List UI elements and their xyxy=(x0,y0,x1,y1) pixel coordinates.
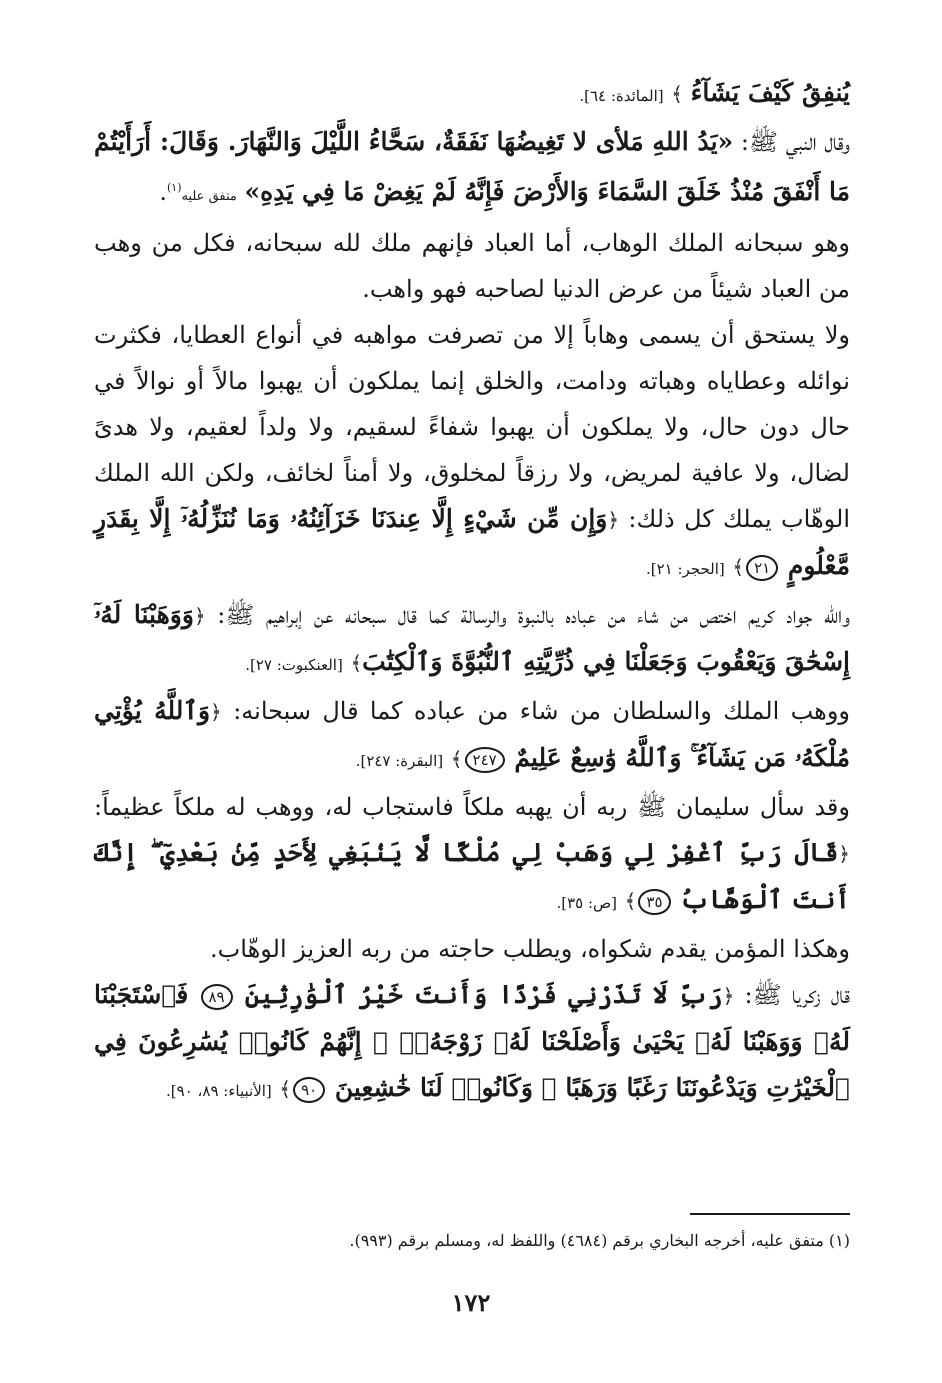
footnote-marker: (١) xyxy=(166,181,182,194)
ayah-number: ٩٠ xyxy=(293,1077,325,1103)
hadith-intro: وقال النبي ﷺ: xyxy=(740,128,851,156)
paragraph-top-verse xyxy=(94,70,850,119)
quran-verse: رَبِّ لَا تَذَرْنِي فَرْدًا وَأَنتَ خَيْرُ ٱلْوَٰرِثِينَ xyxy=(244,980,723,1009)
paragraph-7-text: قال زكريا ﷺ: xyxy=(744,981,850,1009)
page-body xyxy=(94,70,850,1114)
ayah-number: ٨٩ xyxy=(201,984,233,1010)
paragraph-7 xyxy=(94,972,850,1114)
paragraph-3-text: والله جواد كريم اختص من شاء من عباده بالنبوة والرسالة كما قال سبحانه عن إبراهيم ﷺ: xyxy=(217,601,850,629)
verse-open-bracket: ﴿ xyxy=(838,842,850,866)
verse-reference: [ص: ٣٥]. xyxy=(556,894,618,912)
verse-open-bracket: ﴿ xyxy=(607,508,620,532)
verse-close-bracket: ﴾ xyxy=(732,555,745,579)
paragraph-2-text: ولا يستحق أن يسمى وهاباً إلا من تصرفت مواهبه في أنواع العطايا، فكثرت نوائله وعطاياه وهباته ودامت، والخلق إنما يملكون أن يهبوا مالاً أو نوالاً في حال دون حال، ولا يملكون أن يهبوا شفاءً لسقيم، ولا ولداً لعقيم، ولا هدىً لضال، ولا عافية لمريض، ولا رزقاً لمخلوق، ولا أمناً لخائف، ولكن الله الملك الوهّاب يملك كل ذلك: xyxy=(94,321,850,533)
paragraph-1: وهو سبحانه الملك الوهاب، أما العباد فإنهم ملك لله سبحانه، فكل من وهب من العباد شيئاً من عرض الدنيا لصاحبه فهو واهب. xyxy=(94,229,850,303)
paragraph-6: وهكذا المؤمن يقدم شكواه، ويطلب حاجته من ربه العزيز الوهّاب. xyxy=(210,935,850,963)
paragraph-hadith xyxy=(94,119,850,220)
verse-open-bracket: ﴿ xyxy=(193,604,206,628)
footnote-divider xyxy=(690,1213,850,1215)
verse-reference: [الحجر: ٢١]. xyxy=(645,560,725,578)
verse-reference: [الأنبياء: ٨٩، ٩٠]. xyxy=(166,1082,272,1100)
ayah-number: ٢١ xyxy=(746,555,778,581)
footnote: (١) متفق عليه، أخرجه البخاري برقم (٤٦٨٤) واللفظ له، ومسلم برقم (٩٩٣). xyxy=(349,1231,850,1250)
hadith-grade: متفق عليه xyxy=(181,189,237,204)
paragraph-4 xyxy=(94,688,850,784)
hadith-end: . xyxy=(159,178,167,206)
paragraph-5 xyxy=(94,784,850,926)
quran-verse: وَوَهَبْنَا لَهُۥٓ إِسْحَٰقَ وَيَعْقُوبَ وَجَعَلْنَا فِي ذُرِّيَّتِهِ ٱلنُّبُوَّةَ وَٱلْكِتَٰبَ xyxy=(94,600,850,676)
quran-verse: قَالَ رَبِّ ٱغْفِرْ لِي وَهَبْ لِي مُلْكًا لَّا يَنۢبَغِي لِأَحَدٍ مِّنۢ بَعْدِيٓ ۖ إِنَّكَ أَنتَ ٱلْوَهَّابُ xyxy=(94,838,850,914)
quran-verse: فَٱسْتَجَبْنَا لَهُۥ وَوَهَبْنَا لَهُۥ يَحْيَىٰ وَأَصْلَحْنَا لَهُۥ زَوْجَهُۥٓ ۚ إِنَّهُمْ كَانُوا۟ يُسَٰرِعُونَ فِي ٱلْخَيْرَٰتِ وَيَدْعُونَنَا رَغَبًا وَرَهَبًا ۖ وَكَانُوا۟ لَنَا خَٰشِعِينَ xyxy=(94,980,850,1102)
quran-verse: وَإِن مِّن شَيْءٍ إِلَّا عِندَنَا خَزَآئِنُهُۥ وَمَا نُنَزِّلُهُۥٓ إِلَّا بِقَدَرٍ مَّعْلُومٍ xyxy=(94,504,850,580)
verse-close-bracket: ﴾ xyxy=(279,1077,292,1101)
verse-reference: [المائدة: ٦٤]. xyxy=(579,87,664,105)
paragraph-2 xyxy=(94,312,850,592)
verse-open-bracket: ﴿ xyxy=(210,700,222,724)
page-number: ١٧٢ xyxy=(451,1288,491,1317)
verse-close-bracket: ﴾ xyxy=(624,889,637,913)
hadith-text: «يَدُ اللهِ مَلأى لا تَغِيضُهَا نَفَقَةٌ، سَحَّاءُ اللَّيْلَ وَالنَّهَارَ. وَقَالَ: أَرَأَيْتُمْ مَا أَنْفَقَ مُنْذُ خَلَقَ السَّمَاءَ وَالأَرْضَ فَإِنَّهُ لَمْ يَغِضْ مَا فِي يَدِهِ» xyxy=(94,127,850,206)
quran-verse: يُنفِقُ كَيْفَ يَشَآءُ xyxy=(690,78,850,107)
verse-reference: [العنكبوت: ٢٧]. xyxy=(245,656,343,674)
verse-close-bracket: ﴾ xyxy=(671,82,683,106)
verse-reference: [البقرة: ٢٤٧]. xyxy=(355,752,444,770)
verse-close-bracket: ﴾ xyxy=(350,651,363,675)
verse-close-bracket: ﴾ xyxy=(450,747,463,771)
ayah-number: ٢٤٧ xyxy=(465,747,505,773)
paragraph-5-text: وقد سأل سليمان ﷺ ربه أن يهبه ملكاً فاستجاب له، ووهب له ملكاً عظيماً: xyxy=(94,793,850,821)
verse-open-bracket: ﴿ xyxy=(722,984,735,1008)
paragraph-4-text: ووهب الملك والسلطان من شاء من عباده كما قال سبحانه: xyxy=(233,697,851,725)
quran-verse: وَٱللَّهُ يُؤْتِي مُلْكَهُۥ مَن يَشَآءُ ۚ وَٱللَّهُ وَٰسِعٌ عَلِيمٌ xyxy=(94,696,850,772)
paragraph-3 xyxy=(94,592,850,688)
ayah-number: ٣٥ xyxy=(638,889,670,915)
